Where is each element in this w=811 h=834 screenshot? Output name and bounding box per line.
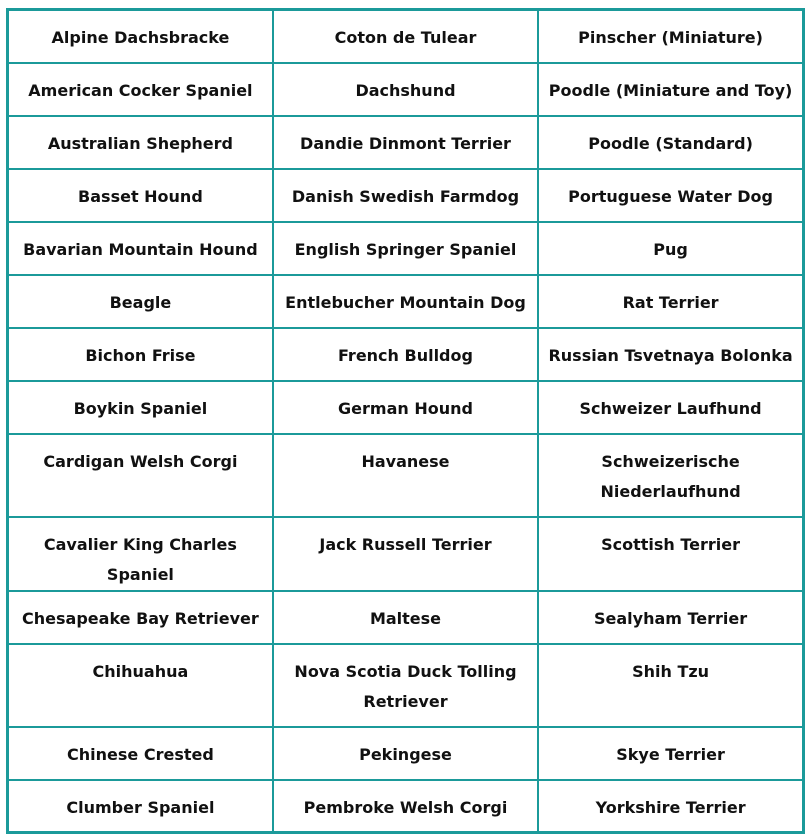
table-cell: Russian Tsvetnaya Bolonka bbox=[538, 328, 803, 381]
table-cell: Alpine Dachsbracke bbox=[8, 10, 273, 63]
table-cell: American Cocker Spaniel bbox=[8, 63, 273, 116]
table-cell: Coton de Tulear bbox=[273, 10, 538, 63]
table-cell: French Bulldog bbox=[273, 328, 538, 381]
dog-breed-table bbox=[6, 8, 805, 834]
table-cell: Cavalier King Charles Spaniel bbox=[8, 517, 273, 591]
table-cell: Rat Terrier bbox=[538, 275, 803, 328]
table-row bbox=[8, 328, 804, 381]
table-cell: German Hound bbox=[273, 381, 538, 434]
table-cell: Havanese bbox=[273, 434, 538, 517]
table-cell: Chesapeake Bay Retriever bbox=[8, 591, 273, 644]
table-row bbox=[8, 381, 804, 434]
table-cell: English Springer Spaniel bbox=[273, 222, 538, 275]
table-row bbox=[8, 780, 804, 833]
table-cell: Maltese bbox=[273, 591, 538, 644]
table-cell: Nova Scotia Duck Tolling Retriever bbox=[273, 644, 538, 727]
table-cell: Schweizer Laufhund bbox=[538, 381, 803, 434]
table-row bbox=[8, 727, 804, 780]
table-cell: Beagle bbox=[8, 275, 273, 328]
table-cell: Basset Hound bbox=[8, 169, 273, 222]
table-cell: Jack Russell Terrier bbox=[273, 517, 538, 591]
table-cell: Chihuahua bbox=[8, 644, 273, 727]
table-cell: Poodle (Standard) bbox=[538, 116, 803, 169]
table-cell: Boykin Spaniel bbox=[8, 381, 273, 434]
table-cell: Sealyham Terrier bbox=[538, 591, 803, 644]
table-cell: Pembroke Welsh Corgi bbox=[273, 780, 538, 833]
table-cell: Pinscher (Miniature) bbox=[538, 10, 803, 63]
table-cell: Shih Tzu bbox=[538, 644, 803, 727]
table-cell: Pug bbox=[538, 222, 803, 275]
table-row bbox=[8, 63, 804, 116]
table-cell: Portuguese Water Dog bbox=[538, 169, 803, 222]
table-cell: Scottish Terrier bbox=[538, 517, 803, 591]
table-cell: Schweizerische Niederlaufhund bbox=[538, 434, 803, 517]
table-cell: Yorkshire Terrier bbox=[538, 780, 803, 833]
table-cell: Entlebucher Mountain Dog bbox=[273, 275, 538, 328]
table-cell: Danish Swedish Farmdog bbox=[273, 169, 538, 222]
table-row bbox=[8, 644, 804, 727]
table-cell: Poodle (Miniature and Toy) bbox=[538, 63, 803, 116]
table-cell: Chinese Crested bbox=[8, 727, 273, 780]
table-row bbox=[8, 10, 804, 63]
table-cell: Pekingese bbox=[273, 727, 538, 780]
table-cell: Skye Terrier bbox=[538, 727, 803, 780]
table-row bbox=[8, 169, 804, 222]
table-row bbox=[8, 434, 804, 517]
table-cell: Bichon Frise bbox=[8, 328, 273, 381]
table-row bbox=[8, 591, 804, 644]
table-cell: Dachshund bbox=[273, 63, 538, 116]
table-cell: Clumber Spaniel bbox=[8, 780, 273, 833]
table-cell: Australian Shepherd bbox=[8, 116, 273, 169]
table-row bbox=[8, 116, 804, 169]
table-row bbox=[8, 275, 804, 328]
table-cell: Dandie Dinmont Terrier bbox=[273, 116, 538, 169]
table-cell: Bavarian Mountain Hound bbox=[8, 222, 273, 275]
table-row bbox=[8, 222, 804, 275]
table-cell: Cardigan Welsh Corgi bbox=[8, 434, 273, 517]
table-row bbox=[8, 517, 804, 591]
